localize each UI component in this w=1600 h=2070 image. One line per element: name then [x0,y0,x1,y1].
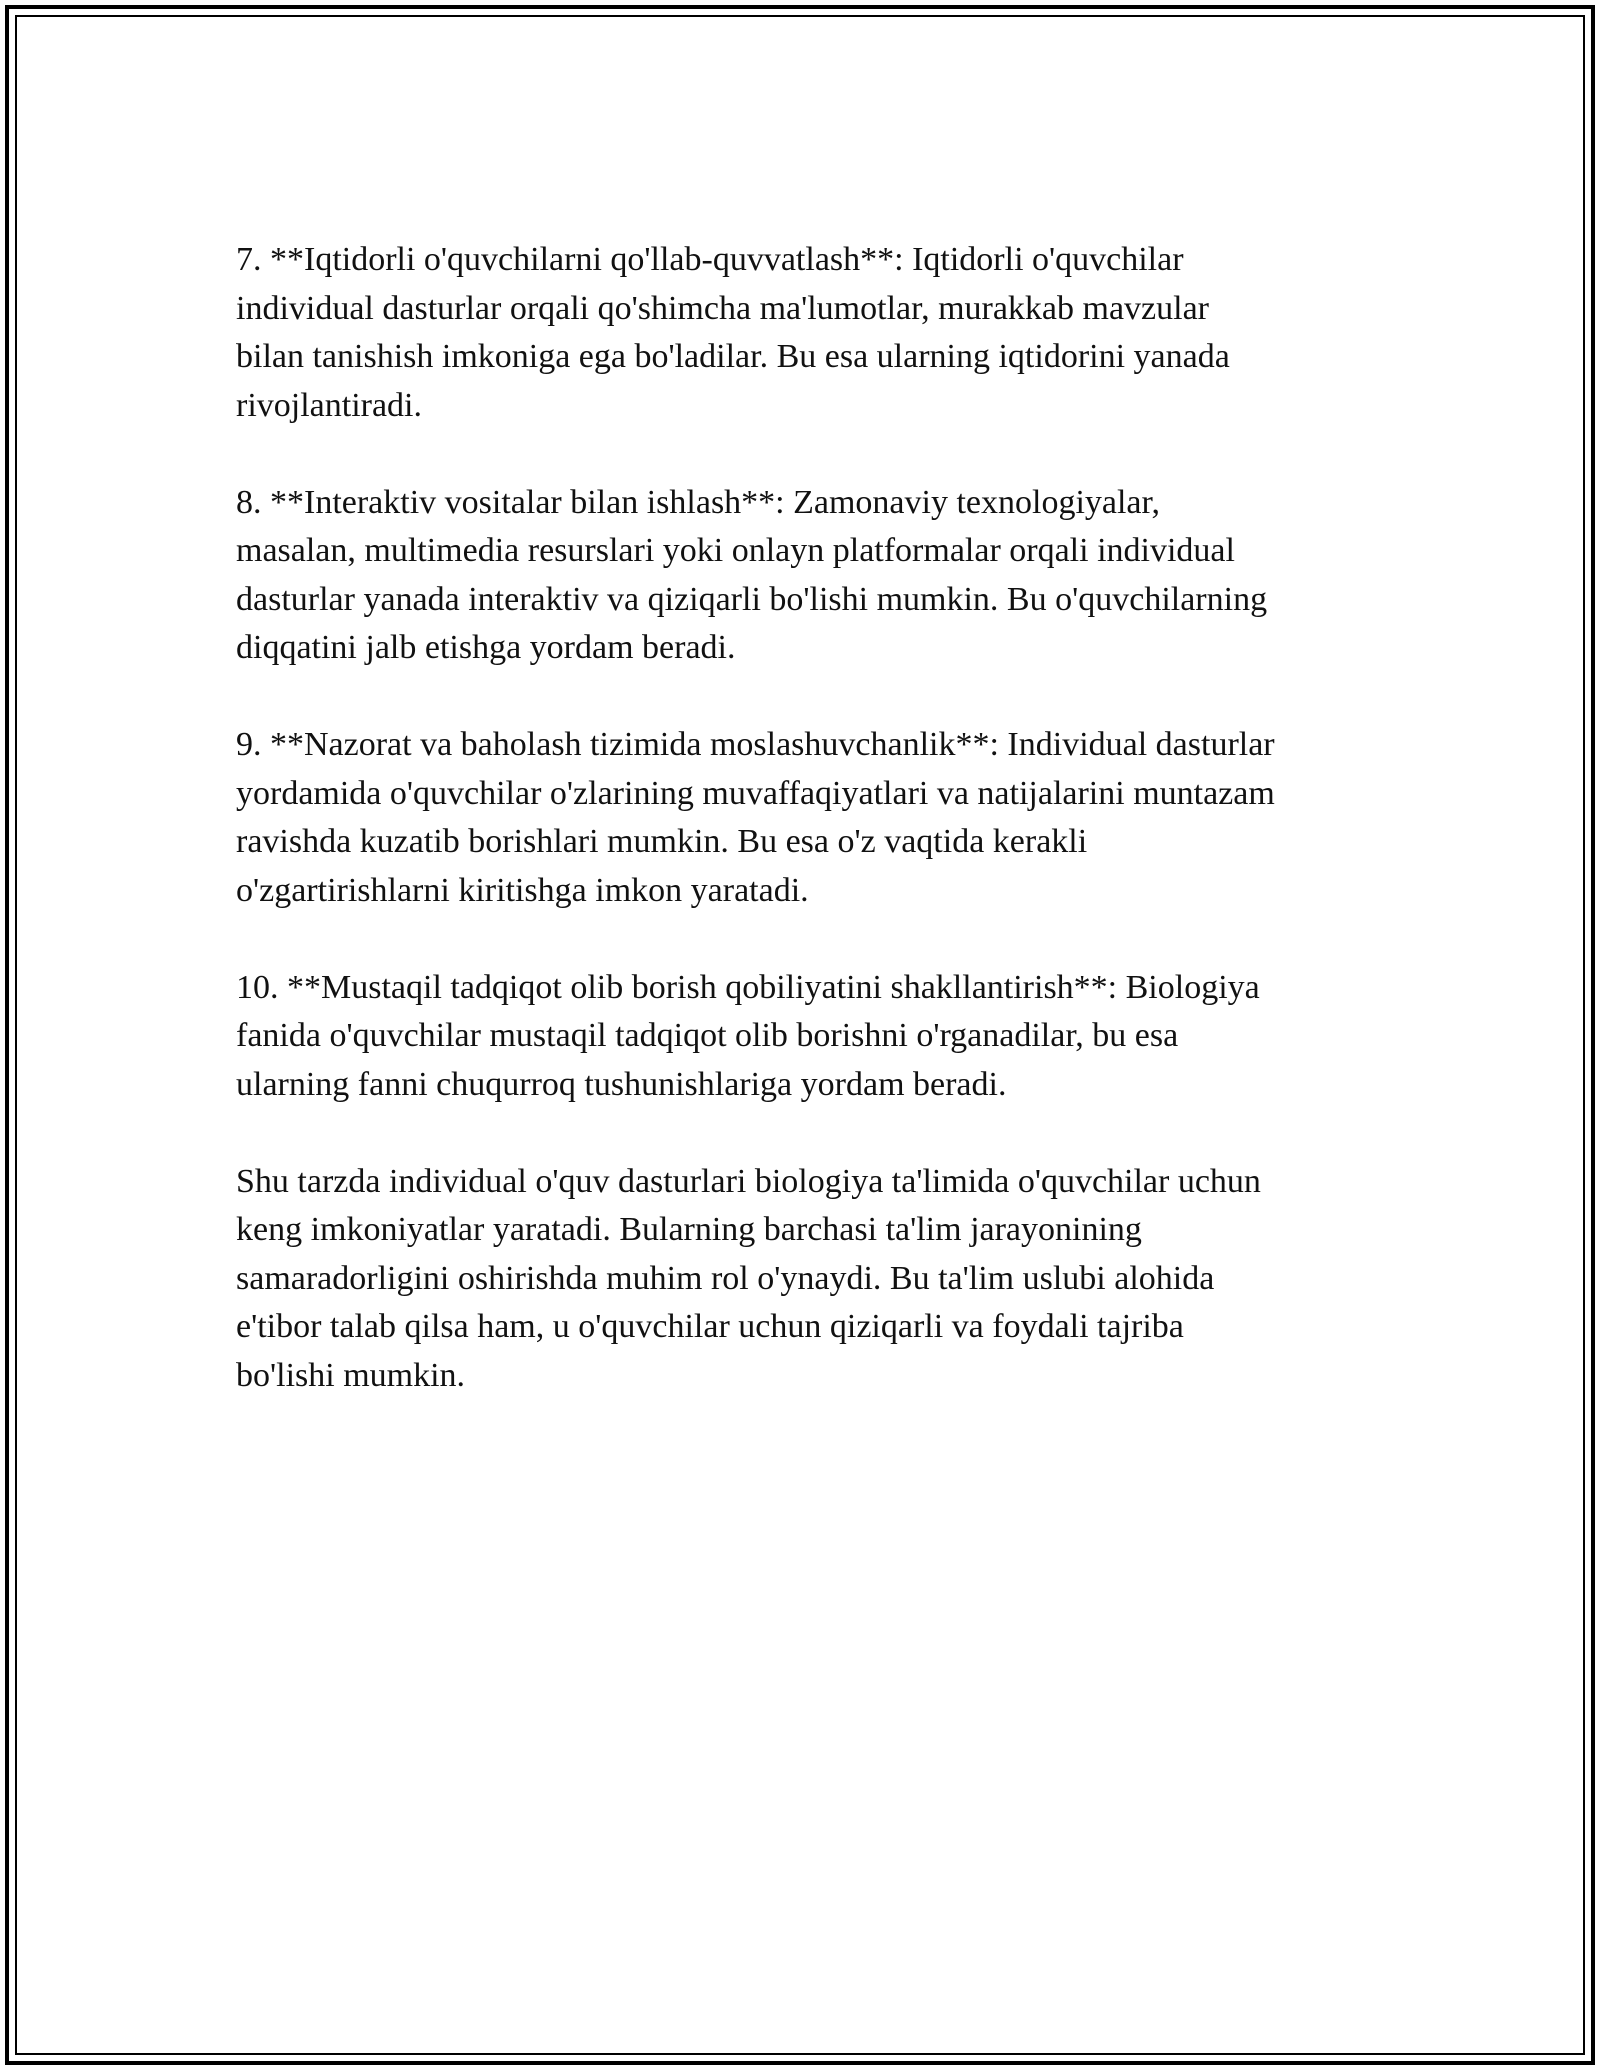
paragraph-conclusion [236,1158,1366,1401]
paragraph-item-10 [236,964,1366,1110]
text-line: individual dasturlar orqali qo'shimcha ma'lumotlar, murakkab mavzular [236,289,1210,327]
text-line: fanida o'quvchilar mustaqil tadqiqot olib borishni o'rganadilar, bu esa [236,1017,1179,1054]
text-line: ravishda kuzatib borishlari mumkin. Bu esa o'z vaqtida kerakli [236,823,1088,860]
text-line: bilan tanishish imkoniga ega bo'ladilar. Bu esa ularning iqtidorini yanada [236,338,1230,375]
document-body [236,236,1366,1400]
paragraph-item-7 [236,236,1366,430]
text-line: yordamida o'quvchilar o'zlarining muvaffaqiyatlari va natijalarini muntazam [236,774,1275,812]
text-line: ularning fanni chuqurroq tushunishlariga yordam beradi. [236,1065,1007,1103]
text-line: rivojlantiradi. [236,386,423,424]
paragraph-item-9 [236,721,1366,915]
text-line: samaradorligini oshirishda muhim rol o'ynaydi. Bu ta'lim uslubi alohida [236,1259,1215,1297]
paragraph-item-8 [236,479,1366,673]
text-line: 10. **Mustaqil tadqiqot olib borish qobiliyatini shakllantirish**: Biologiya [236,968,1260,1006]
text-line: 7. **Iqtidorli o'quvchilarni qo'llab-quvvatlash**: Iqtidorli o'quvchilar [236,241,1184,278]
text-line: 9. **Nazorat va baholash tizimida moslashuvchanlik**: Individual dasturlar [236,726,1275,763]
text-line: bo'lishi mumkin. [236,1356,466,1394]
text-line: Shu tarzda individual o'quv dasturlari biologiya ta'limida o'quvchilar uchun [236,1162,1261,1200]
text-line: diqqatini jalb etishga yordam beradi. [236,629,736,666]
text-line: masalan, multimedia resurslari yoki onlayn platformalar orqali individual [236,532,1235,569]
text-line: dasturlar yanada interaktiv va qiziqarli bo'lishi mumkin. Bu o'quvchilarning [236,580,1268,618]
text-line: keng imkoniyatlar yaratadi. Bularning barchasi ta'lim jarayonining [236,1211,1142,1248]
text-line: o'zgartirishlarni kiritishga imkon yaratadi. [236,871,809,909]
text-line: e'tibor talab qilsa ham, u o'quvchilar uchun qiziqarli va foydali tajriba [236,1308,1184,1345]
text-line: 8. **Interaktiv vositalar bilan ishlash**: Zamonaviy texnologiyalar, [236,483,1160,521]
